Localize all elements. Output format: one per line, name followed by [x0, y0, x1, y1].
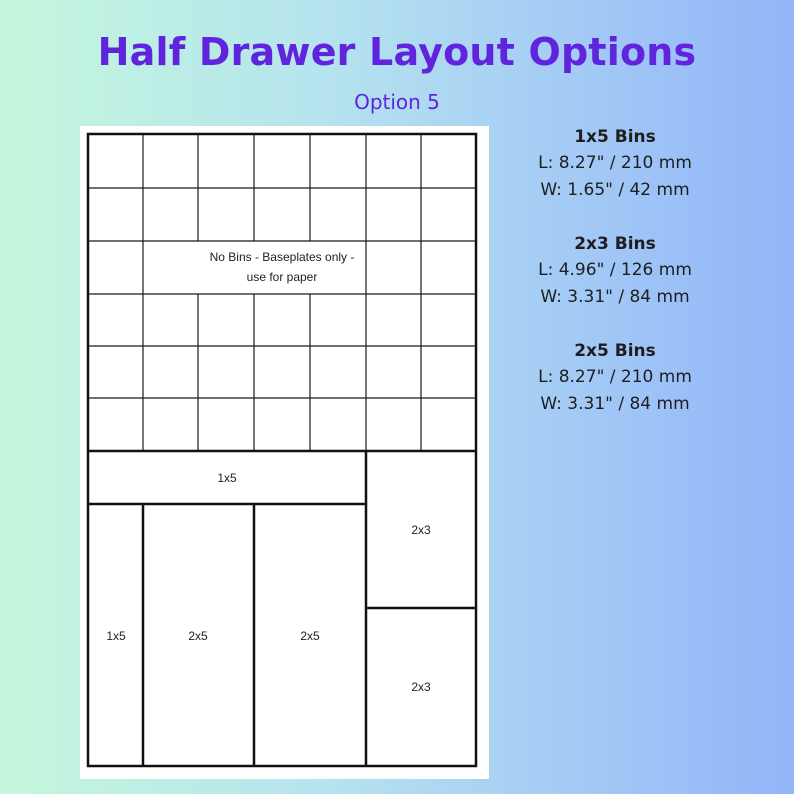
option-subtitle: Option 5: [354, 90, 440, 114]
bin-dividers: [88, 451, 476, 766]
spec-1x5: [505, 124, 725, 231]
spec-2x3: [505, 231, 725, 338]
spec-length: L: 4.96" / 126 mm: [538, 260, 692, 280]
spec-width: W: 1.65" / 42 mm: [540, 180, 690, 200]
bin-label-top-1x5: 1x5: [217, 471, 237, 485]
grid-label-line2: use for paper: [246, 270, 318, 284]
baseplate-grid: [88, 134, 476, 451]
spec-length: L: 8.27" / 210 mm: [538, 367, 692, 387]
drawer-layout-diagram: [80, 126, 489, 779]
spec-title: 2x3 Bins: [574, 234, 656, 254]
bin-label-lower-2x3: 2x3: [411, 680, 431, 694]
spec-title: 1x5 Bins: [574, 127, 656, 147]
bin-label-left-1x5: 1x5: [106, 629, 126, 643]
bin-label-upper-2x3: 2x3: [411, 523, 431, 537]
bin-label-second-2x5: 2x5: [300, 629, 320, 643]
spec-title: 2x5 Bins: [574, 341, 656, 361]
bin-label-first-2x5: 2x5: [188, 629, 208, 643]
bin-specs: [505, 124, 725, 445]
spec-width: W: 3.31" / 84 mm: [540, 394, 690, 414]
layout-svg: [80, 126, 489, 779]
spec-2x5: [505, 338, 725, 445]
spec-length: L: 8.27" / 210 mm: [538, 153, 692, 173]
page-title: Half Drawer Layout Options: [97, 30, 697, 74]
spec-width: W: 3.31" / 84 mm: [540, 287, 690, 307]
grid-label-line1: No Bins - Baseplates only -: [209, 250, 355, 264]
